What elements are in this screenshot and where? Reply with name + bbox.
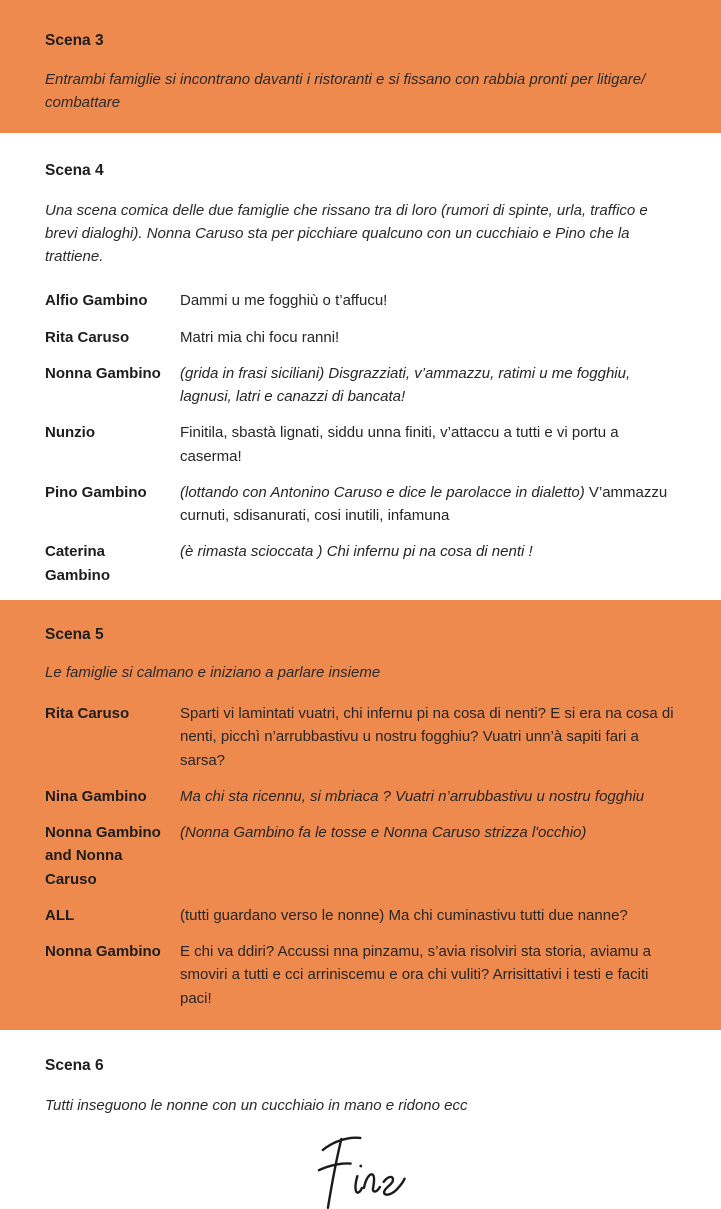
dialogue-text: (Nonna Gambino fa le tosse e Nonna Caruso strizza l'occhio) — [180, 824, 587, 842]
speaker-name: Rita Caruso — [45, 328, 130, 346]
dialogue-text: E chi va ddiri? Accussi nna pinzamu, s’avia risolviri sta storia, aviamu a smoviri a tutti e cci arriniscemu e ora chi vuliti? Arrisittativi i testi e faciti paci! — [180, 943, 652, 1007]
scene-4-description: Una scena comica delle due famiglie che rissano tra di loro (rumori di spinte, urla, traffico e brevi dialoghi). Nonna Caruso sta per picchiare qualcuno con un cucchiaio e Pino che la trattiene. — [45, 201, 648, 266]
speaker-name: Caterina Gambino — [45, 543, 111, 584]
ending — [0, 1131, 721, 1209]
speaker-name: Rita Caruso — [45, 705, 130, 723]
speaker-name: Nina Gambino — [45, 787, 147, 805]
dialogue-row — [45, 904, 679, 927]
scene-6-description: Tutti inseguono le nonne con un cucchiaio in mano e ridono ecc — [45, 1096, 468, 1114]
speaker-name: ALL — [45, 906, 75, 924]
dialogue-text: Matri mia chi focu ranni! — [180, 328, 340, 346]
scene-6-title: Scena 6 — [45, 1056, 104, 1074]
speaker-name: Pino Gambino — [45, 483, 147, 501]
scene-4-section — [0, 133, 721, 587]
scene-5-title: Scena 5 — [45, 625, 104, 643]
dialogue-row — [45, 289, 679, 312]
dialogue-text: (lottando con Antonino Caruso e dice le parolacce in dialetto) V’ammazzu curnuti, sdisanurati, cosi inutili, infamuna — [180, 483, 668, 525]
dialogue-row — [45, 326, 679, 349]
dialogue-text: (è rimasta scioccata ) Chi infernu pi na cosa di nenti ! — [180, 543, 533, 561]
dialogue-text: Finitila, sbastà lignati, siddu unna finiti, v’attaccu a tutti e vi portu a caserma! — [180, 424, 619, 465]
scene-4-title: Scena 4 — [45, 161, 104, 179]
scene-5-dialogue — [45, 702, 679, 1010]
dialogue-text: Dammi u me fogghiù o t’affucu! — [180, 292, 388, 310]
dialogue-row — [45, 540, 679, 587]
speaker-name: Nonna Gambino — [45, 364, 161, 382]
scene-3-description: Entrambi famiglie si incontrano davanti i ristoranti e si fissano con rabbia pronti per litigare/ combattare — [45, 71, 646, 112]
dialogue-row — [45, 785, 679, 808]
dialogue-row — [45, 702, 679, 772]
dialogue-text: Sparti vi lamintati vuatri, chi infernu pi na cosa di nenti? E si era na cosa di nenti, picchì n’arrubbastivu u nostru fogghiu? Vuatri unn’à sapiti fari a sarsa? — [180, 705, 674, 769]
dialogue-text: (grida in frasi siciliani) Disgrazziati, v’ammazzu, ratimi u me fogghiu, lagnusi, latri e canazzi di bancata! — [180, 364, 631, 406]
dialogue-text: Ma chi sta ricennu, si mbriaca ? Vuatri n’arrubbastivu u nostru fogghiu — [180, 787, 645, 805]
bottom-accent-strip — [66, 1014, 290, 1023]
scene-6-section — [0, 1030, 721, 1117]
dialogue-text: (tutti guardano verso le nonne) Ma chi cuminastivu tutti due nanne? — [180, 906, 628, 924]
dialogue-row — [45, 362, 679, 409]
scene-4-dialogue — [45, 289, 679, 587]
dialogue-row — [45, 481, 679, 528]
speaker-name: Nunzio — [45, 424, 95, 442]
speaker-name: Alfio Gambino — [45, 292, 148, 310]
speaker-name: Nonna Gambino and Nonna Caruso — [45, 824, 161, 888]
dialogue-row — [45, 421, 679, 468]
dialogue-row — [45, 940, 679, 1010]
speaker-name: Nonna Gambino — [45, 943, 161, 961]
dialogue-row — [45, 821, 679, 891]
scene-3-title: Scena 3 — [45, 32, 104, 49]
scene-5-section — [0, 600, 721, 1030]
scene-3-section — [0, 0, 721, 133]
fine-signature-icon — [298, 1131, 424, 1209]
scene-5-description: Le famiglie si calmano e iniziano a parlare insieme — [45, 663, 381, 681]
